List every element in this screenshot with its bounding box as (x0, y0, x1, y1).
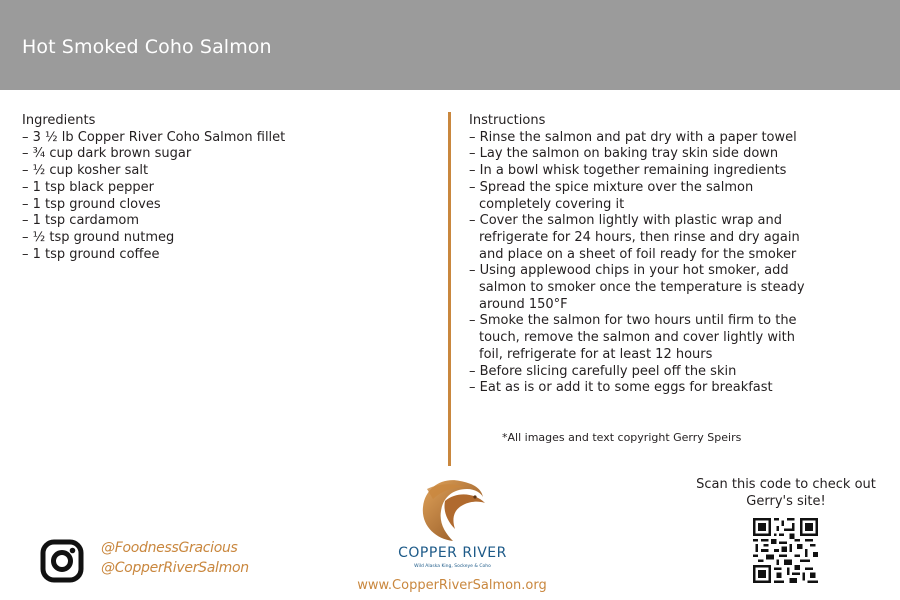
instruction-line: – In a bowl whisk together remaining ingredients (469, 163, 787, 179)
column-divider (448, 112, 451, 466)
instructions-list (469, 130, 829, 397)
brand-name: COPPER RIVER (398, 545, 507, 561)
instruction-step (469, 364, 829, 381)
instagram-icon[interactable] (40, 539, 84, 583)
instruction-line: touch, remove the salmon and cover lightly with (479, 330, 795, 346)
instruction-step (469, 180, 829, 213)
instruction-line: – Before slicing carefully peel off the skin (469, 363, 737, 379)
instruction-line: – Rinse the salmon and pat dry with a paper towel (469, 129, 797, 145)
instruction-step (469, 313, 829, 363)
instructions-section (469, 113, 829, 397)
brand-tagline: Wild Alaska King, Sockeye & Coho (414, 564, 491, 569)
ingredient-item: – 1 tsp black pepper (22, 179, 155, 195)
instruction-line: and place on a sheet of foil ready for the smoker (479, 246, 797, 262)
ingredient-item: – ¾ cup dark brown sugar (22, 146, 192, 162)
website-link[interactable]: www.CopperRiverSalmon.org (357, 578, 547, 593)
instruction-line: completely covering it (479, 196, 625, 212)
instruction-step (469, 163, 829, 180)
header-bar (0, 0, 900, 90)
ingredients-section (22, 113, 422, 263)
instruction-step (469, 263, 829, 313)
social-handles (101, 538, 249, 578)
ingredient-item: – ½ tsp ground nutmeg (22, 229, 175, 245)
qr-caption-line: Gerry's site! (746, 494, 826, 509)
ingredient-item: – 1 tsp ground coffee (22, 246, 160, 262)
copyright-note: *All images and text copyright Gerry Speirs (502, 431, 742, 444)
instructions-heading: Instructions (469, 113, 546, 128)
instruction-line: – Using applewood chips in your hot smoker, add (469, 263, 789, 279)
ingredient-item: – 1 tsp ground cloves (22, 196, 161, 212)
ingredient-item: – 1 tsp cardamom (22, 213, 140, 229)
instruction-line: – Eat as is or add it to some eggs for breakfast (469, 380, 773, 396)
instruction-line: – Spread the spice mixture over the salmon (469, 179, 754, 195)
qr-caption-line: Scan this code to check out (696, 477, 876, 492)
qr-caption (690, 476, 882, 510)
instagram-handle[interactable]: @FoodnessGracious (101, 540, 238, 556)
ingredients-list (22, 130, 422, 264)
instruction-step (469, 213, 829, 263)
instruction-line: – Lay the salmon on baking tray skin side down (469, 146, 779, 162)
instruction-step (469, 146, 829, 163)
instruction-line: refrigerate for 24 hours, then rinse and dry again (479, 229, 800, 245)
instruction-step (469, 130, 829, 147)
instruction-line: foil, refrigerate for at least 12 hours (479, 346, 713, 362)
instruction-line: – Cover the salmon lightly with plastic wrap and (469, 213, 782, 229)
page-title: Hot Smoked Coho Salmon (22, 36, 272, 58)
ingredient-item: – 3 ½ lb Copper River Coho Salmon fillet (22, 129, 286, 145)
copper-river-fish-logo-icon (405, 475, 495, 545)
instagram-handle[interactable]: @CopperRiverSalmon (101, 560, 249, 576)
instruction-line: salmon to smoker once the temperature is steady (479, 280, 805, 296)
ingredient-item: – ½ cup kosher salt (22, 163, 149, 179)
instruction-step (469, 380, 829, 397)
instruction-line: around 150°F (479, 296, 568, 312)
instruction-line: – Smoke the salmon for two hours until firm to the (469, 313, 797, 329)
ingredients-heading: Ingredients (22, 113, 96, 128)
qr-code-icon[interactable] (753, 518, 818, 583)
